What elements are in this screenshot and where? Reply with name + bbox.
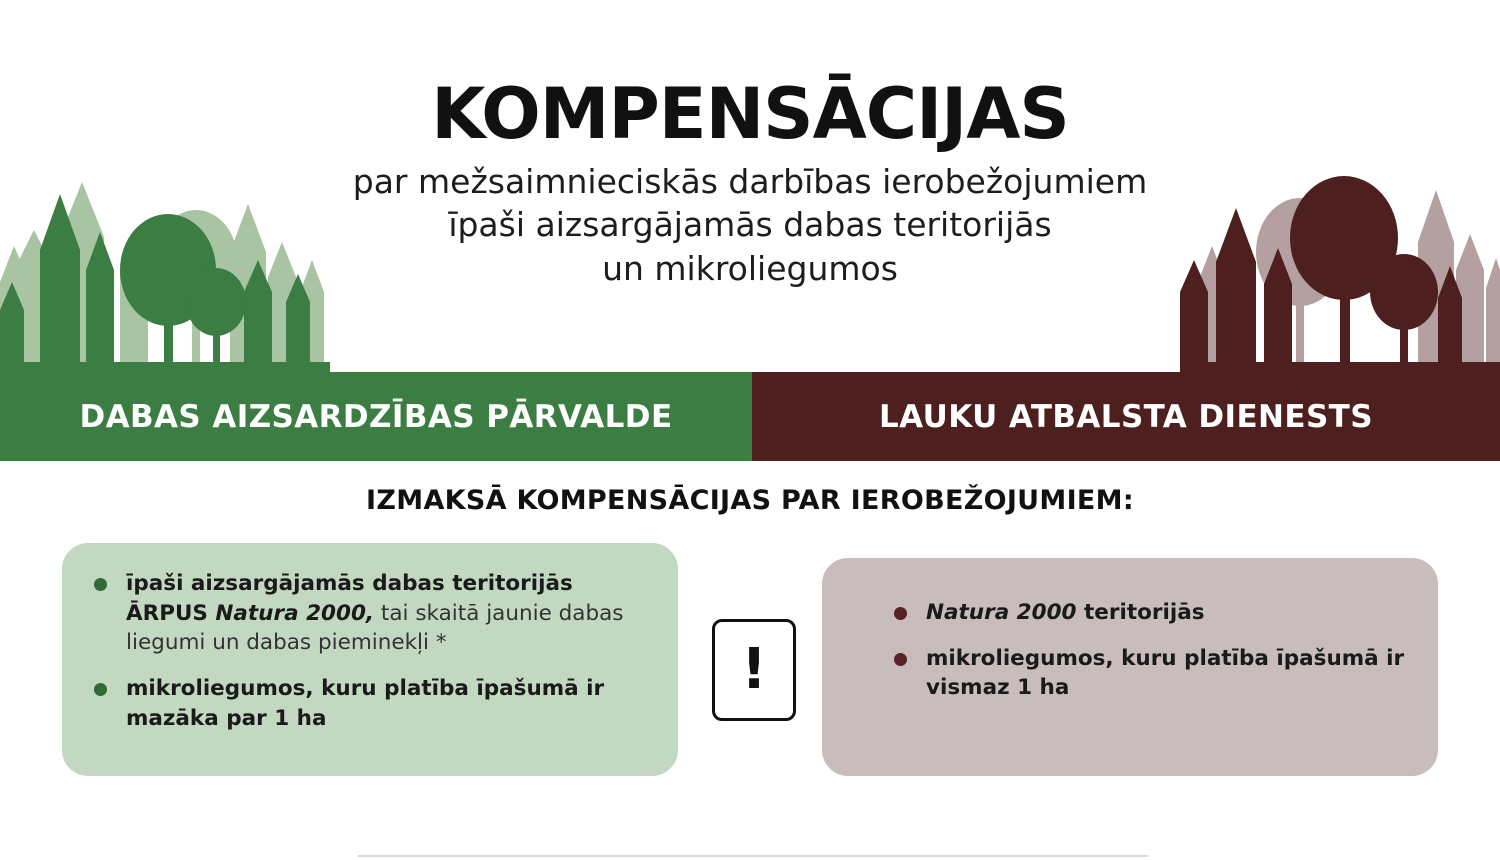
- hero-banner: [0, 0, 1500, 372]
- bullet-dot-icon: [894, 653, 907, 666]
- hero-subtitle-line-2: īpaši aizsargājamās dabas teritorijās: [448, 205, 1052, 245]
- hero-subtitle-line-3: un mikroliegumos: [602, 249, 898, 289]
- left-item-0-normal: tai skaitā jaunie dabas liegumi un dabas pieminekļi *: [126, 600, 624, 656]
- panel-nature-protection: [62, 543, 678, 776]
- notice-box: [712, 619, 796, 721]
- list-item: [892, 598, 1408, 628]
- bullet-dot-icon: [894, 607, 907, 620]
- agency-bar-rural-support: [752, 372, 1500, 461]
- section-heading: IZMAKSĀ KOMPENSĀCIJAS PAR IEROBEŽOJUMIEM:: [366, 485, 1134, 516]
- page-title: KOMPENSĀCIJAS: [431, 73, 1069, 155]
- left-item-0-italic: Natura 2000,: [215, 600, 375, 626]
- agency-bar-right-label: LAUKU ATBALSTA DIENESTS: [879, 398, 1373, 435]
- left-bullet-list: [92, 569, 648, 733]
- left-item-1-bold: mikroliegumos, kuru platība īpašumā ir mazāka par 1 ha: [126, 675, 605, 731]
- agency-bar-left-label: DABAS AIZSARDZĪBAS PĀRVALDE: [79, 398, 673, 435]
- right-bullet-list: [892, 598, 1408, 703]
- hero-text-block: [0, 73, 1500, 291]
- right-item-0-bold: teritorijās: [1076, 600, 1205, 625]
- panel-rural-support: [822, 558, 1438, 776]
- hero-subtitle-line-1: par mežsaimnieciskās darbības ierobežojumiem: [352, 161, 1148, 201]
- bullet-dot-icon: [94, 683, 107, 696]
- right-item-0-italic: Natura 2000: [926, 600, 1077, 625]
- exclamation-icon: !: [741, 637, 767, 702]
- list-item: [92, 569, 648, 658]
- list-item: [892, 644, 1408, 703]
- bottom-divider: [358, 855, 1148, 857]
- right-item-1-bold: mikroliegumos, kuru platība īpašumā ir vismaz 1 ha: [926, 645, 1405, 701]
- list-item: [92, 674, 648, 733]
- agency-bar-nature-protection: [0, 372, 752, 461]
- left-item-0-bold: īpaši aizsargājamās dabas teritorijās ĀRPUS: [126, 571, 573, 626]
- agency-bar-row: [0, 372, 1500, 461]
- hero-subtitle: [0, 160, 1500, 292]
- bullet-dot-icon: [94, 578, 107, 591]
